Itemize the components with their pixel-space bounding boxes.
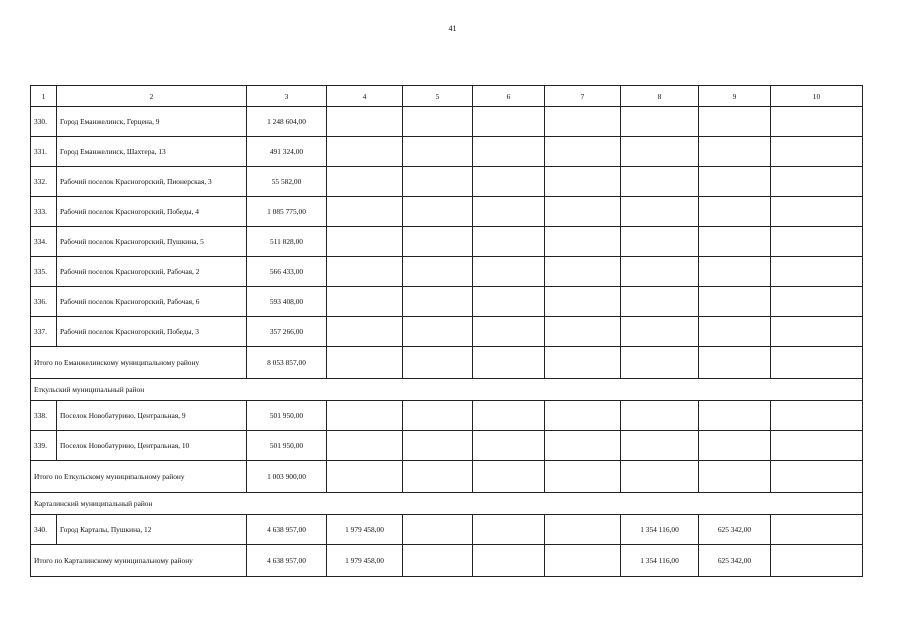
cost-cell-col-3: 566 433,00 bbox=[247, 257, 327, 287]
row-number: 337. bbox=[31, 317, 57, 347]
total-label: Итого по Еманжелинскому муниципальному району bbox=[31, 347, 247, 379]
cost-cell-col-3: 4 638 957,00 bbox=[247, 515, 327, 545]
cost-cell-col-7 bbox=[545, 197, 621, 227]
total-cell-col-3: 1 003 900,00 bbox=[247, 461, 327, 493]
cost-cell-col-8 bbox=[621, 431, 699, 461]
cost-cell-col-7 bbox=[545, 431, 621, 461]
cost-cell-col-8 bbox=[621, 107, 699, 137]
total-cell-col-9 bbox=[699, 347, 771, 379]
cost-cell-col-9 bbox=[699, 431, 771, 461]
cost-cell-col-4 bbox=[327, 107, 403, 137]
cost-cell-col-4 bbox=[327, 227, 403, 257]
cost-cell-col-3: 491 324,00 bbox=[247, 137, 327, 167]
cost-cell-col-3: 55 582,00 bbox=[247, 167, 327, 197]
cost-cell-col-6 bbox=[473, 401, 545, 431]
table-row bbox=[31, 197, 863, 227]
total-cell-col-6 bbox=[473, 545, 545, 577]
object-address: Рабочий поселок Красногорский, Пушкина, 5 bbox=[57, 227, 247, 257]
table-row bbox=[31, 107, 863, 137]
column-header: 5 bbox=[403, 86, 473, 107]
cost-cell-col-7 bbox=[545, 257, 621, 287]
row-number: 334. bbox=[31, 227, 57, 257]
total-cell-col-4: 1 979 458,00 bbox=[327, 545, 403, 577]
object-address: Рабочий поселок Красногорский, Пионерская, 3 bbox=[57, 167, 247, 197]
row-number: 335. bbox=[31, 257, 57, 287]
row-number: 330. bbox=[31, 107, 57, 137]
cost-cell-col-8: 1 354 116,00 bbox=[621, 515, 699, 545]
cost-cell-col-9 bbox=[699, 257, 771, 287]
cost-cell-col-4 bbox=[327, 401, 403, 431]
cost-cell-col-3: 501 950,00 bbox=[247, 401, 327, 431]
row-number: 333. bbox=[31, 197, 57, 227]
total-cell-col-6 bbox=[473, 347, 545, 379]
total-cell-col-10 bbox=[771, 545, 863, 577]
cost-cell-col-10 bbox=[771, 257, 863, 287]
table-row bbox=[31, 401, 863, 431]
total-cell-col-9 bbox=[699, 461, 771, 493]
cost-cell-col-9 bbox=[699, 401, 771, 431]
cost-cell-col-8 bbox=[621, 167, 699, 197]
cost-cell-col-10 bbox=[771, 137, 863, 167]
cost-cell-col-5 bbox=[403, 401, 473, 431]
cost-cell-col-6 bbox=[473, 317, 545, 347]
total-row bbox=[31, 545, 863, 577]
object-address: Рабочий поселок Красногорский, Рабочая, 6 bbox=[57, 287, 247, 317]
object-address: Рабочий поселок Красногорский, Победы, 4 bbox=[57, 197, 247, 227]
cost-cell-col-4 bbox=[327, 431, 403, 461]
total-cell-col-8: 1 354 116,00 bbox=[621, 545, 699, 577]
cost-cell-col-7 bbox=[545, 515, 621, 545]
column-header: 6 bbox=[473, 86, 545, 107]
cost-cell-col-7 bbox=[545, 287, 621, 317]
cost-cell-col-7 bbox=[545, 167, 621, 197]
cost-cell-col-7 bbox=[545, 401, 621, 431]
cost-cell-col-3: 511 828,00 bbox=[247, 227, 327, 257]
total-cell-col-5 bbox=[403, 545, 473, 577]
total-cell-col-5 bbox=[403, 461, 473, 493]
cost-cell-col-10 bbox=[771, 107, 863, 137]
object-address: Город Еманжелинск, Шахтера, 13 bbox=[57, 137, 247, 167]
total-cell-col-4 bbox=[327, 347, 403, 379]
table-row bbox=[31, 227, 863, 257]
total-cell-col-7 bbox=[545, 461, 621, 493]
column-header: 1 bbox=[31, 86, 57, 107]
row-number: 331. bbox=[31, 137, 57, 167]
total-cell-col-3: 8 053 857,00 bbox=[247, 347, 327, 379]
table-row bbox=[31, 287, 863, 317]
cost-cell-col-10 bbox=[771, 515, 863, 545]
cost-cell-col-3: 357 266,00 bbox=[247, 317, 327, 347]
cost-cell-col-5 bbox=[403, 257, 473, 287]
cost-cell-col-5 bbox=[403, 515, 473, 545]
total-cell-col-10 bbox=[771, 461, 863, 493]
cost-cell-col-8 bbox=[621, 137, 699, 167]
district-name: Еткульский муниципальный район bbox=[31, 379, 863, 401]
cost-cell-col-9 bbox=[699, 107, 771, 137]
column-header: 3 bbox=[247, 86, 327, 107]
total-cell-col-3: 4 638 957,00 bbox=[247, 545, 327, 577]
cost-cell-col-10 bbox=[771, 317, 863, 347]
cost-cell-col-5 bbox=[403, 287, 473, 317]
cost-cell-col-6 bbox=[473, 167, 545, 197]
column-header: 2 bbox=[57, 86, 247, 107]
table-body bbox=[31, 86, 863, 577]
column-number-row bbox=[31, 86, 863, 107]
total-cell-col-6 bbox=[473, 461, 545, 493]
cost-cell-col-5 bbox=[403, 317, 473, 347]
district-name: Карталинский муниципальный район bbox=[31, 493, 863, 515]
total-cell-col-5 bbox=[403, 347, 473, 379]
cost-cell-col-10 bbox=[771, 227, 863, 257]
cost-cell-col-4: 1 979 458,00 bbox=[327, 515, 403, 545]
cost-cell-col-9 bbox=[699, 287, 771, 317]
cost-cell-col-7 bbox=[545, 107, 621, 137]
cost-cell-col-5 bbox=[403, 137, 473, 167]
cost-cell-col-10 bbox=[771, 401, 863, 431]
row-number: 332. bbox=[31, 167, 57, 197]
column-header: 7 bbox=[545, 86, 621, 107]
table-row bbox=[31, 515, 863, 545]
cost-cell-col-4 bbox=[327, 197, 403, 227]
cost-cell-col-3: 1 248 604,00 bbox=[247, 107, 327, 137]
cost-cell-col-4 bbox=[327, 257, 403, 287]
total-cell-col-4 bbox=[327, 461, 403, 493]
object-address: Поселок Новобатурино, Центральная, 10 bbox=[57, 431, 247, 461]
cost-cell-col-8 bbox=[621, 257, 699, 287]
row-number: 338. bbox=[31, 401, 57, 431]
object-address: Рабочий поселок Красногорский, Рабочая, 2 bbox=[57, 257, 247, 287]
table-row bbox=[31, 167, 863, 197]
cost-cell-col-8 bbox=[621, 287, 699, 317]
cost-cell-col-3: 1 085 775,00 bbox=[247, 197, 327, 227]
cost-cell-col-9 bbox=[699, 137, 771, 167]
housing-register-table bbox=[30, 85, 863, 577]
cost-cell-col-4 bbox=[327, 317, 403, 347]
cost-cell-col-10 bbox=[771, 197, 863, 227]
cost-cell-col-9 bbox=[699, 317, 771, 347]
total-cell-col-7 bbox=[545, 347, 621, 379]
cost-cell-col-6 bbox=[473, 257, 545, 287]
total-cell-col-9: 625 342,00 bbox=[699, 545, 771, 577]
row-number: 340. bbox=[31, 515, 57, 545]
cost-cell-col-10 bbox=[771, 431, 863, 461]
object-address: Рабочий поселок Красногорский, Победы, 3 bbox=[57, 317, 247, 347]
total-label: Итого по Еткульскому муниципальному району bbox=[31, 461, 247, 493]
cost-cell-col-9 bbox=[699, 197, 771, 227]
cost-cell-col-5 bbox=[403, 197, 473, 227]
cost-cell-col-5 bbox=[403, 431, 473, 461]
cost-cell-col-4 bbox=[327, 137, 403, 167]
cost-cell-col-6 bbox=[473, 431, 545, 461]
object-address: Город Еманжелинск, Герцена, 9 bbox=[57, 107, 247, 137]
table-row bbox=[31, 317, 863, 347]
total-row bbox=[31, 461, 863, 493]
cost-cell-col-9 bbox=[699, 167, 771, 197]
table-row bbox=[31, 257, 863, 287]
total-cell-col-8 bbox=[621, 461, 699, 493]
column-header: 9 bbox=[699, 86, 771, 107]
cost-cell-col-8 bbox=[621, 317, 699, 347]
cost-cell-col-7 bbox=[545, 317, 621, 347]
total-cell-col-8 bbox=[621, 347, 699, 379]
cost-cell-col-8 bbox=[621, 197, 699, 227]
cost-cell-col-4 bbox=[327, 287, 403, 317]
total-cell-col-10 bbox=[771, 347, 863, 379]
total-row bbox=[31, 347, 863, 379]
cost-cell-col-10 bbox=[771, 167, 863, 197]
cost-cell-col-10 bbox=[771, 287, 863, 317]
cost-cell-col-7 bbox=[545, 227, 621, 257]
cost-cell-col-3: 593 408,00 bbox=[247, 287, 327, 317]
cost-cell-col-6 bbox=[473, 287, 545, 317]
total-cell-col-7 bbox=[545, 545, 621, 577]
column-header: 8 bbox=[621, 86, 699, 107]
district-section-row bbox=[31, 493, 863, 515]
column-header: 10 bbox=[771, 86, 863, 107]
table-row bbox=[31, 137, 863, 167]
row-number: 336. bbox=[31, 287, 57, 317]
cost-cell-col-6 bbox=[473, 227, 545, 257]
cost-cell-col-9 bbox=[699, 227, 771, 257]
district-section-row bbox=[31, 379, 863, 401]
cost-cell-col-9: 625 342,00 bbox=[699, 515, 771, 545]
cost-cell-col-4 bbox=[327, 167, 403, 197]
cost-cell-col-6 bbox=[473, 197, 545, 227]
table-row bbox=[31, 431, 863, 461]
object-address: Город Карталы, Пушкина, 12 bbox=[57, 515, 247, 545]
cost-cell-col-6 bbox=[473, 107, 545, 137]
cost-cell-col-8 bbox=[621, 227, 699, 257]
cost-cell-col-6 bbox=[473, 515, 545, 545]
cost-cell-col-5 bbox=[403, 107, 473, 137]
object-address: Поселок Новобатурино, Центральная, 9 bbox=[57, 401, 247, 431]
row-number: 339. bbox=[31, 431, 57, 461]
cost-cell-col-6 bbox=[473, 137, 545, 167]
total-label: Итого по Карталинскому муниципальному району bbox=[31, 545, 247, 577]
cost-cell-col-7 bbox=[545, 137, 621, 167]
cost-cell-col-5 bbox=[403, 227, 473, 257]
cost-cell-col-3: 501 950,00 bbox=[247, 431, 327, 461]
cost-cell-col-5 bbox=[403, 167, 473, 197]
page-number: 41 bbox=[448, 24, 457, 33]
column-header: 4 bbox=[327, 86, 403, 107]
cost-cell-col-8 bbox=[621, 401, 699, 431]
